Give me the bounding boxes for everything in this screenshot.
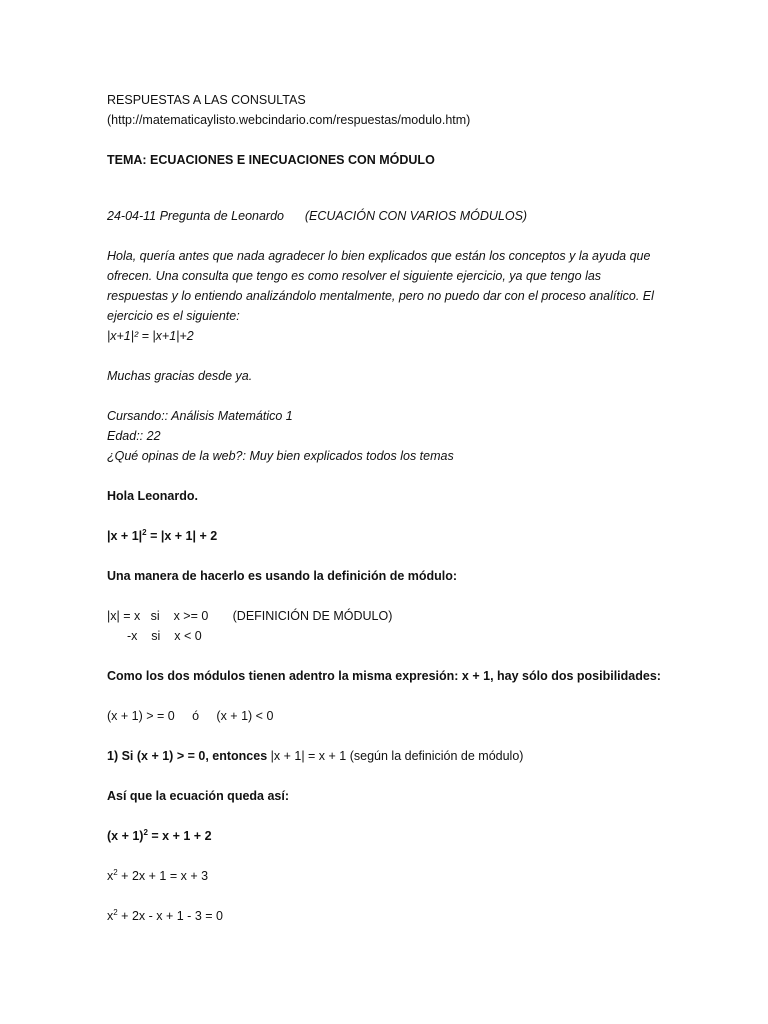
- question-equation: |x+1|² = |x+1|+2: [107, 329, 194, 343]
- topic-title: TEMA: ECUACIONES E INECUACIONES CON MÓDULO: [107, 153, 435, 167]
- answer-main-equation: $|x + 1|^2 = |x + 1| + 2$: [107, 528, 218, 543]
- question-heading: 24-04-11 Pregunta de Leonardo (ECUACIÓN CON VARIOS MÓDULOS): [107, 209, 528, 223]
- header-title: RESPUESTAS A LAS CONSULTAS: [107, 93, 306, 107]
- question-meta-opinion: ¿Qué opinas de la web?: Muy bien explicados todos los temas: [107, 449, 454, 463]
- answer-case-1: 1) Si (x + 1) > = 0, entonces |x + 1| = x + 1 (según la definición de módulo): [107, 749, 524, 763]
- question-line: respuestas y lo entiendo analizándolo mentalmente, pero no puedo dar con el proceso analítico. El: [107, 289, 654, 303]
- question-meta-age: Edad:: 22: [107, 429, 161, 443]
- question-line: ejercicio es el siguiente:: [107, 309, 240, 323]
- equation-step-3: $x^2 + 2x - x + 1 - 3 = 0$: [107, 908, 223, 923]
- question-thanks: Muchas gracias desde ya.: [107, 369, 253, 383]
- equation-step-2: $x^2 + 2x + 1 = x + 3$: [107, 868, 209, 883]
- definition-line-2: -x si x < 0: [127, 629, 202, 643]
- definition-line-1: |x| = x si x >= 0 (DEFINICIÓN DE MÓDULO): [107, 609, 393, 623]
- answer-asi: Así que la ecuación queda así:: [107, 789, 290, 803]
- question-meta-course: Cursando:: Análisis Matemático 1: [107, 409, 293, 423]
- answer-cases: (x + 1) > = 0 ó (x + 1) < 0: [107, 709, 274, 723]
- question-line: Hola, quería antes que nada agradecer lo bien explicados que están los conceptos y la ayuda que: [107, 249, 651, 263]
- equation-step-1: $(x + 1)^2 = x + 1 + 2$: [107, 828, 212, 843]
- answer-greeting: Hola Leonardo.: [107, 489, 198, 503]
- header-url: (http://matematicaylisto.webcindario.com/respuestas/modulo.htm): [107, 113, 471, 127]
- answer-intro: Una manera de hacerlo es usando la definición de módulo:: [107, 569, 458, 583]
- answer-possibilities: Como los dos módulos tienen adentro la misma expresión: x + 1, hay sólo dos posibilidades:: [107, 669, 661, 683]
- question-line: ofrecen. Una consulta que tengo es como resolver el siguiente ejercicio, ya que tengo las: [107, 269, 602, 283]
